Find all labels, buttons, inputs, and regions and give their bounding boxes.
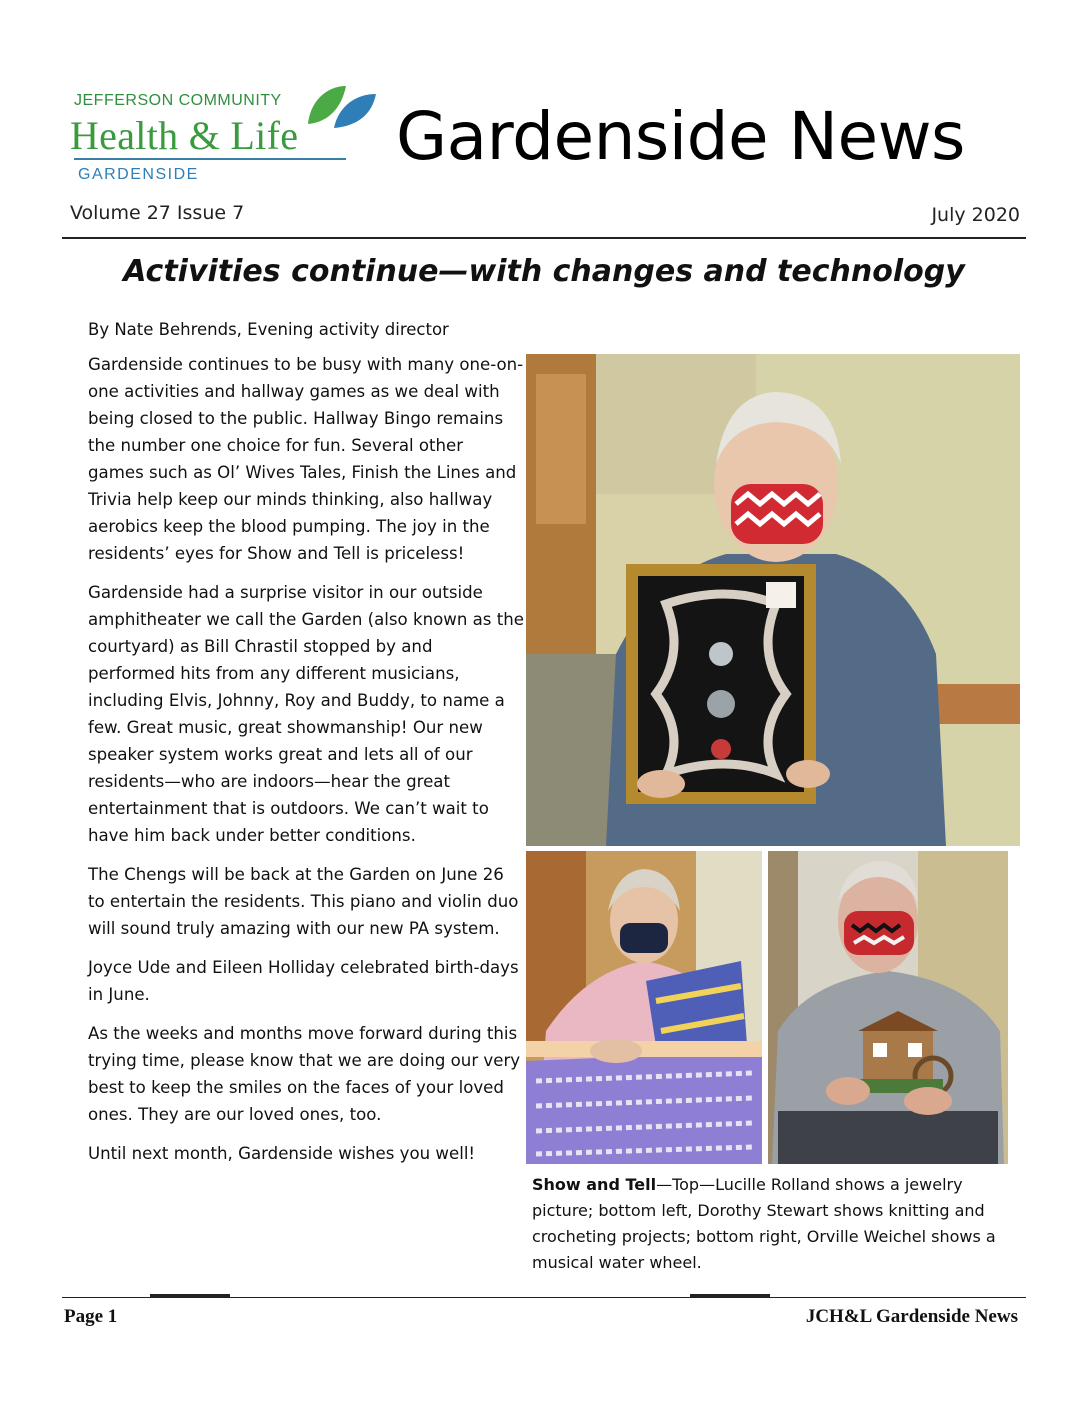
paragraph: Until next month, Gardenside wishes you well! — [88, 1144, 476, 1163]
photo-knitting — [526, 851, 762, 1164]
article-headline: Activities continue—with changes and technology — [123, 254, 965, 289]
footer-divider-accent — [690, 1294, 770, 1297]
organization-logo — [70, 80, 380, 190]
volume-issue: Volume 27 Issue 7 — [70, 202, 245, 224]
photo-caption — [532, 1172, 1010, 1276]
photo-jewelry-picture — [526, 354, 1020, 846]
footer-divider — [62, 1297, 1026, 1298]
logo-divider — [74, 158, 346, 160]
leaves-icon — [300, 80, 380, 130]
footer-divider-accent — [150, 1294, 230, 1297]
photo-water-wheel — [768, 851, 1008, 1164]
article-byline: By Nate Behrends, Evening activity director — [88, 320, 449, 339]
paragraph: Joyce Ude and Eileen Holliday celebrated birth-days in June. — [88, 958, 519, 1004]
logo-main-text: Health & Life — [70, 113, 299, 158]
logo-org-name: JEFFERSON COMMUNITY — [74, 92, 282, 109]
issue-date: July 2020 — [931, 204, 1020, 226]
caption-text: —Top—Lucille Rolland shows a jewelry picture; bottom left, Dorothy Stewart shows knitting and crocheting projects; bottom right, Orville Weichel shows a musical water wheel. — [532, 1175, 996, 1272]
article-body — [88, 351, 524, 1179]
page-number: Page 1 — [64, 1306, 118, 1327]
paragraph: The Chengs will be back at the Garden on June 26 to entertain the residents. This piano and violin duo will sound truly amazing with our new PA system. — [88, 865, 519, 938]
newsletter-title: Gardenside News — [396, 98, 965, 175]
footer-publication: JCH&L Gardenside News — [805, 1306, 1018, 1327]
logo-subtitle: GARDENSIDE — [78, 166, 199, 183]
caption-lead: Show and Tell — [532, 1175, 657, 1194]
paragraph: As the weeks and months move forward during this trying time, please know that we are doing our very best to keep the smiles on the faces of your loved ones. They are our loved ones, too. — [88, 1024, 521, 1124]
paragraph: Gardenside continues to be busy with many one-on-one activities and hallway games as we deal with being closed to the public. Hallway Bingo remains the number one choice for fun. Several other games such as Ol’ Wives Tales, Finish the Lines and Trivia help keep our minds thinking, also hallway aerobics keep the blood pumping. The joy in the residents’ eyes for Show and Tell is priceless! — [88, 355, 524, 563]
paragraph: Gardenside had a surprise visitor in our outside amphitheater we call the Garden (also known as the courtyard) as Bill Chrastil stopped by and performed hits from any different musicians, including Elvis, Johnny, Roy and Buddy, to name a few. Great music, great showmanship! Our new speaker system works great and lets all of our residents—who are indoors—hear the great entertainment that is outdoors. We can’t wait to have him back under better conditions. — [88, 583, 524, 845]
header-divider — [62, 237, 1026, 239]
